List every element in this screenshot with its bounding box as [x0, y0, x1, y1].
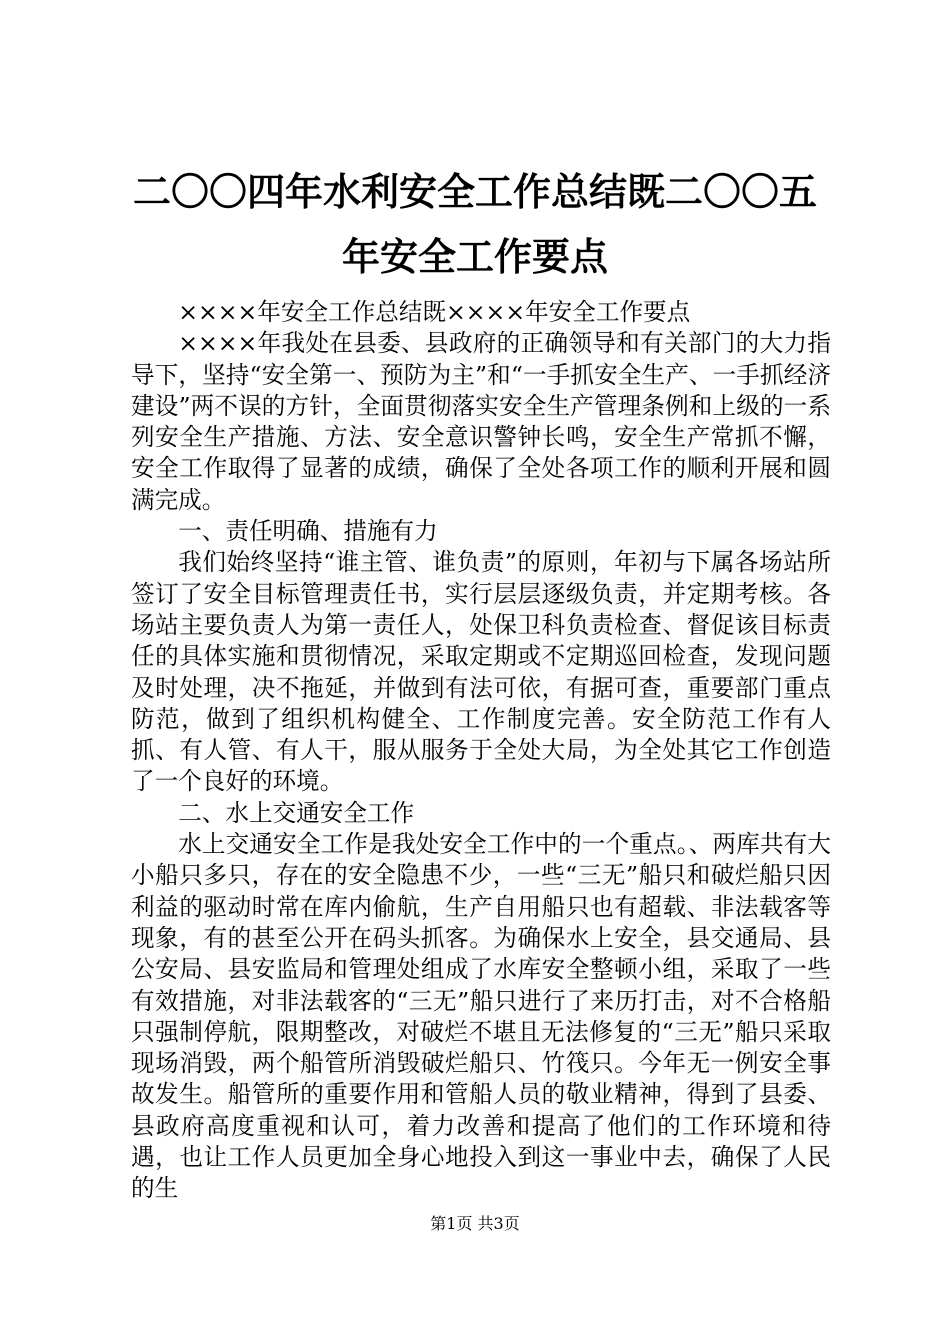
document-body [131, 297, 831, 1205]
body-paragraph: 水上交通安全工作是我处安全工作中的一个重点。、两库共有大小船只多只，存在的安全隐患不少，一些“三无”船只和破烂船只因利益的驱动时常在库内偷航，生产自用船只也有超载、非法载客等现象，有的甚至公开在码头抓客。为确保水上安全，县交通局、县公安局、县安监局和管理处组成了水库安全整顿小组，采取了一些有效措施，对非法载客的“三无”船只进行了来历打击，对不合格船只强制停航，限期整改，对破烂不堪且无法修复的“三无”船只采取现场消毁，两个船管所消毁破烂船只、竹筏只。今年无一例安全事故发生。船管所的重要作用和管船人员的敬业精神，得到了县委、县政府高度重视和认可，着力改善和提高了他们的工作环境和待遇，也让工作人员更加全身心地投入到这一事业中去，确保了人民的生 [131, 830, 831, 1203]
body-paragraph: ××××年我处在县委、县政府的正确领导和有关部门的大力指导下，坚持“安全第一、预防为主”和“一手抓安全生产、一手抓经济建设”两不误的方针，全面贯彻落实安全生产管理条例和上级的一系列安全生产措施、方法、安全意识警钟长鸣，安全生产常抓不懈，安全工作取得了显著的成绩，确保了全处各项工作的顺利开展和圆满完成。 [131, 329, 831, 514]
section-heading: 二、水上交通安全工作 [178, 798, 415, 827]
page-footer: 第1页 共3页 [430, 1214, 520, 1233]
subtitle-line: ××××年安全工作总结既××××年安全工作要点 [178, 298, 691, 326]
body-paragraph: 我们始终坚持“谁主管、谁负责”的原则，年初与下属各场站所签订了安全目标管理责任书，实行层层逐级负责，并定期考核。各场站主要负责人为第一责任人，处保卫科负责检查、督促该目标责任的具体实施和贯彻情况，采取定期或不定期巡回检查，发现问题及时处理，决不拖延，并做到有法可依，有据可查，重要部门重点防范，做到了组织机构健全、工作制度完善。安全防范工作有人抓、有人管、有人干，服从服务于全处大局，为全处其它工作创造了一个良好的环境。 [131, 548, 831, 796]
document-title: 二〇〇四年水利安全工作总结既二〇〇五年安全工作要点 [132, 170, 817, 279]
section-heading: 一、责任明确、措施有力 [178, 517, 438, 546]
